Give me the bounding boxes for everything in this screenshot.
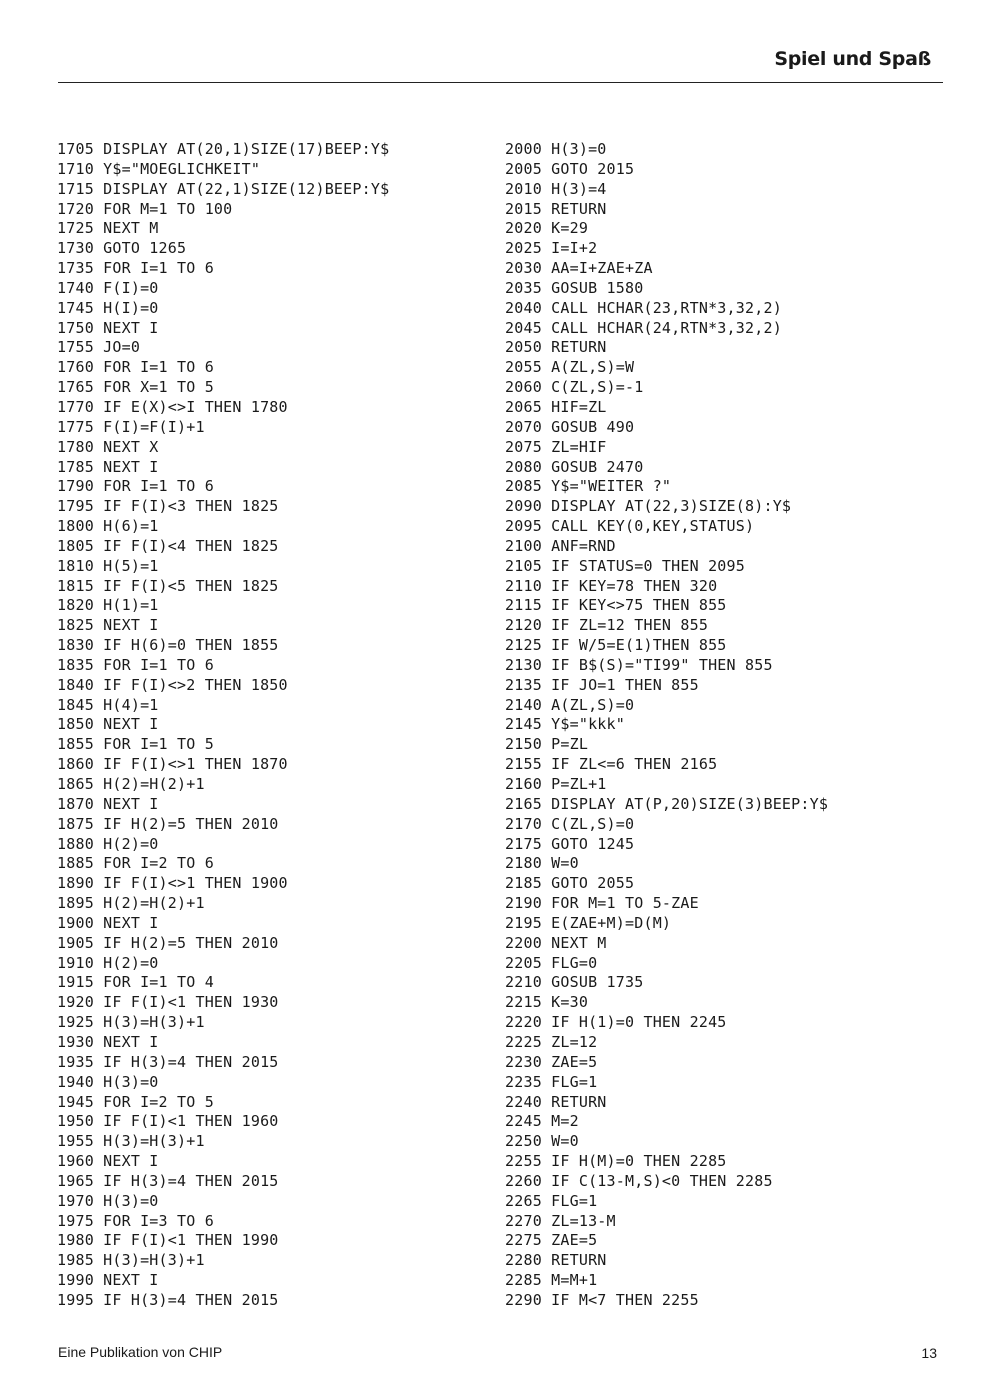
code-line: 2015 RETURN xyxy=(505,199,607,218)
code-line: 1925 H(3)=H(3)+1 xyxy=(57,1013,205,1032)
code-line: 2170 C(ZL,S)=0 xyxy=(505,814,635,833)
code-line: 2080 GOSUB 2470 xyxy=(505,457,644,476)
code-line: 2275 ZAE=5 xyxy=(505,1231,598,1250)
code-line: 1960 NEXT I xyxy=(57,1152,159,1171)
code-line: 2210 GOSUB 1735 xyxy=(505,973,644,992)
code-line: 2040 CALL HCHAR(23,RTN*3,32,2) xyxy=(505,298,782,317)
code-line: 1815 IF F(I)<5 THEN 1825 xyxy=(57,576,279,595)
code-line: 2230 ZAE=5 xyxy=(505,1052,598,1071)
code-line: 2075 ZL=HIF xyxy=(505,437,607,456)
code-line: 2225 ZL=12 xyxy=(505,1032,598,1051)
code-line: 2000 H(3)=0 xyxy=(505,140,607,158)
code-line: 2095 CALL KEY(0,KEY,STATUS) xyxy=(505,517,755,536)
code-line: 2005 GOTO 2015 xyxy=(505,159,635,178)
code-listing-left-column xyxy=(57,140,389,1311)
code-line: 2085 Y$="WEITER ?" xyxy=(505,477,672,496)
code-line: 1725 NEXT M xyxy=(57,219,159,238)
code-line: 1755 JO=0 xyxy=(57,338,141,357)
code-line: 1750 NEXT I xyxy=(57,318,159,337)
code-line: 1875 IF H(2)=5 THEN 2010 xyxy=(57,814,279,833)
code-line: 1895 H(2)=H(2)+1 xyxy=(57,894,205,913)
code-line: 1740 F(I)=0 xyxy=(57,278,159,297)
code-line: 2245 M=2 xyxy=(505,1112,579,1131)
code-line: 2035 GOSUB 1580 xyxy=(505,278,644,297)
code-line: 1770 IF E(X)<>I THEN 1780 xyxy=(57,397,288,416)
code-line: 1715 DISPLAY AT(22,1)SIZE(12)BEEP:Y$ xyxy=(57,179,390,198)
code-listing-right-column xyxy=(505,140,828,1311)
code-line: 1950 IF F(I)<1 THEN 1960 xyxy=(57,1112,279,1131)
code-line: 2135 IF JO=1 THEN 855 xyxy=(505,675,699,694)
code-line: 2235 FLG=1 xyxy=(505,1072,598,1091)
code-line: 1775 F(I)=F(I)+1 xyxy=(57,417,205,436)
code-line: 2055 A(ZL,S)=W xyxy=(505,358,635,377)
code-line: 2285 M=M+1 xyxy=(505,1271,598,1290)
page-number: 13 xyxy=(921,1345,937,1361)
code-line: 2050 RETURN xyxy=(505,338,607,357)
code-line: 2160 P=ZL+1 xyxy=(505,775,607,793)
code-line: 1705 DISPLAY AT(20,1)SIZE(17)BEEP:Y$ xyxy=(57,140,390,158)
code-line: 1900 NEXT I xyxy=(57,913,159,932)
code-line: 2105 IF STATUS=0 THEN 2095 xyxy=(505,556,745,575)
code-line: 1710 Y$="MOEGLICHKEIT" xyxy=(57,159,261,178)
code-line: 1790 FOR I=1 TO 6 xyxy=(57,477,214,496)
code-line: 1920 IF F(I)<1 THEN 1930 xyxy=(57,993,279,1012)
header-divider xyxy=(58,82,943,83)
code-line: 1945 FOR I=2 TO 5 xyxy=(57,1092,214,1111)
code-line: 1850 NEXT I xyxy=(57,715,159,734)
code-line: 2215 K=30 xyxy=(505,993,589,1012)
code-line: 2120 IF ZL=12 THEN 855 xyxy=(505,616,709,635)
code-line: 2090 DISPLAY AT(22,3)SIZE(8):Y$ xyxy=(505,497,792,516)
code-line: 1870 NEXT I xyxy=(57,794,159,813)
code-line: 1975 FOR I=3 TO 6 xyxy=(57,1211,214,1230)
code-line: 1800 H(6)=1 xyxy=(57,517,159,536)
code-line: 2100 ANF=RND xyxy=(505,536,616,555)
code-line: 2280 RETURN xyxy=(505,1251,607,1270)
code-line: 2130 IF B$(S)="TI99" THEN 855 xyxy=(505,655,773,674)
code-line: 2195 E(ZAE+M)=D(M) xyxy=(505,913,672,932)
code-line: 2165 DISPLAY AT(P,20)SIZE(3)BEEP:Y$ xyxy=(505,794,829,813)
code-line: 1905 IF H(2)=5 THEN 2010 xyxy=(57,933,279,952)
code-line: 1910 H(2)=0 xyxy=(57,953,159,972)
code-line: 1835 FOR I=1 TO 6 xyxy=(57,655,214,674)
code-line: 1735 FOR I=1 TO 6 xyxy=(57,259,214,278)
code-line: 2255 IF H(M)=0 THEN 2285 xyxy=(505,1152,727,1171)
code-line: 1935 IF H(3)=4 THEN 2015 xyxy=(57,1052,279,1071)
code-line: 2020 K=29 xyxy=(505,219,589,238)
code-line: 2110 IF KEY=78 THEN 320 xyxy=(505,576,718,595)
code-line: 2115 IF KEY<>75 THEN 855 xyxy=(505,596,727,615)
code-line: 2250 W=0 xyxy=(505,1132,579,1151)
code-line: 1795 IF F(I)<3 THEN 1825 xyxy=(57,497,279,516)
code-line: 2175 GOTO 1245 xyxy=(505,834,635,853)
code-line: 1955 H(3)=H(3)+1 xyxy=(57,1132,205,1151)
code-line: 2220 IF H(1)=0 THEN 2245 xyxy=(505,1013,727,1032)
code-line: 2180 W=0 xyxy=(505,854,579,873)
code-line: 1785 NEXT I xyxy=(57,457,159,476)
code-line: 1840 IF F(I)<>2 THEN 1850 xyxy=(57,675,288,694)
code-line: 2045 CALL HCHAR(24,RTN*3,32,2) xyxy=(505,318,782,337)
code-line: 1830 IF H(6)=0 THEN 1855 xyxy=(57,636,279,655)
code-line: 1890 IF F(I)<>1 THEN 1900 xyxy=(57,874,288,893)
footer-publisher: Eine Publikation von CHIP xyxy=(58,1344,223,1360)
code-line: 1930 NEXT I xyxy=(57,1032,159,1051)
code-line: 2140 A(ZL,S)=0 xyxy=(505,695,635,714)
code-line: 1970 H(3)=0 xyxy=(57,1191,159,1210)
code-line: 1885 FOR I=2 TO 6 xyxy=(57,854,214,873)
code-line: 1765 FOR X=1 TO 5 xyxy=(57,378,214,397)
page-section-title: Spiel und Spaß xyxy=(774,48,931,70)
code-line: 1865 H(2)=H(2)+1 xyxy=(57,775,205,793)
code-line: 1995 IF H(3)=4 THEN 2015 xyxy=(57,1290,279,1309)
code-line: 2205 FLG=0 xyxy=(505,953,598,972)
code-line: 2260 IF C(13-M,S)<0 THEN 2285 xyxy=(505,1171,773,1190)
code-line: 1990 NEXT I xyxy=(57,1271,159,1290)
code-line: 1810 H(5)=1 xyxy=(57,556,159,575)
code-line: 1985 H(3)=H(3)+1 xyxy=(57,1251,205,1270)
code-line: 1880 H(2)=0 xyxy=(57,834,159,853)
code-line: 2025 I=I+2 xyxy=(505,239,598,258)
code-line: 2240 RETURN xyxy=(505,1092,607,1111)
code-line: 2060 C(ZL,S)=-1 xyxy=(505,378,644,397)
code-line: 2065 HIF=ZL xyxy=(505,397,607,416)
code-line: 1860 IF F(I)<>1 THEN 1870 xyxy=(57,755,288,774)
code-line: 2190 FOR M=1 TO 5-ZAE xyxy=(505,894,699,913)
code-line: 2150 P=ZL xyxy=(505,735,589,754)
code-line: 1855 FOR I=1 TO 5 xyxy=(57,735,214,754)
code-line: 1820 H(1)=1 xyxy=(57,596,159,615)
code-line: 2070 GOSUB 490 xyxy=(505,417,635,436)
code-line: 1825 NEXT I xyxy=(57,616,159,635)
code-line: 1720 FOR M=1 TO 100 xyxy=(57,199,233,218)
code-line: 1915 FOR I=1 TO 4 xyxy=(57,973,214,992)
code-line: 1805 IF F(I)<4 THEN 1825 xyxy=(57,536,279,555)
code-line: 2010 H(3)=4 xyxy=(505,179,607,198)
code-line: 2265 FLG=1 xyxy=(505,1191,598,1210)
code-line: 1980 IF F(I)<1 THEN 1990 xyxy=(57,1231,279,1250)
code-line: 1965 IF H(3)=4 THEN 2015 xyxy=(57,1171,279,1190)
code-line: 1745 H(I)=0 xyxy=(57,298,159,317)
code-line: 1730 GOTO 1265 xyxy=(57,239,187,258)
code-line: 2185 GOTO 2055 xyxy=(505,874,635,893)
code-line: 2030 AA=I+ZAE+ZA xyxy=(505,259,653,278)
code-line: 2155 IF ZL<=6 THEN 2165 xyxy=(505,755,718,774)
code-line: 2125 IF W/5=E(1)THEN 855 xyxy=(505,636,727,655)
code-line: 1780 NEXT X xyxy=(57,437,159,456)
code-line: 2145 Y$="kkk" xyxy=(505,715,625,734)
code-line: 1845 H(4)=1 xyxy=(57,695,159,714)
code-line: 1940 H(3)=0 xyxy=(57,1072,159,1091)
code-line: 2290 IF M<7 THEN 2255 xyxy=(505,1290,699,1309)
code-line: 2270 ZL=13-M xyxy=(505,1211,616,1230)
code-line: 2200 NEXT M xyxy=(505,933,607,952)
code-line: 1760 FOR I=1 TO 6 xyxy=(57,358,214,377)
